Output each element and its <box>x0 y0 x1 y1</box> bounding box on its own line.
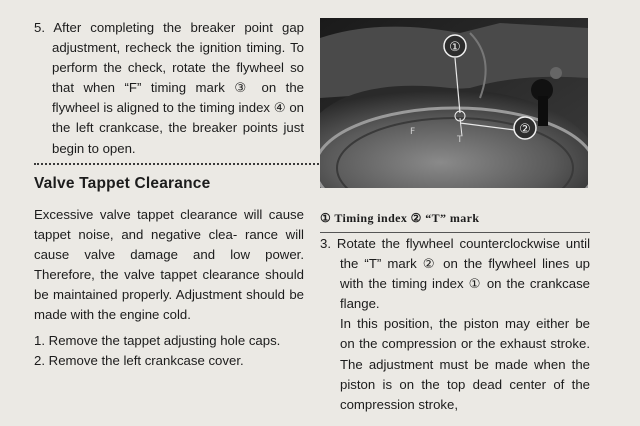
list-item <box>34 351 304 371</box>
intro-paragraph: Excessive valve tappet clearance will cause tappet noise, and negative clea- rance will cause valve damage and low power. Therefore, the valve tappet clearance should be maintained properly. Adjustment should be made with the engine cold. <box>34 206 304 323</box>
left-column <box>34 18 304 371</box>
step-3 <box>320 234 590 415</box>
list-item-text: Remove the tappet adjusting hole caps. <box>48 333 281 349</box>
list-item-number: 1. <box>34 333 45 349</box>
section-heading: Valve Tappet Clearance <box>34 174 211 192</box>
section-divider <box>34 163 330 165</box>
step-5-number: 5. <box>34 20 45 35</box>
flywheel-photo-image <box>320 18 588 188</box>
step-5-text: After completing the breaker point gap adjustment, recheck the ignition timing. To perform the check, rotate the flywheel so that when “F” timing mark ③ on the flywheel is aligned to the timing index ④ on the left crankcase, the breaker points just begin to open. <box>52 20 305 156</box>
f-mark-label: F <box>410 127 416 137</box>
flywheel-photo <box>320 18 588 188</box>
step-3-main <box>320 234 590 314</box>
callout-1-label: ① <box>449 40 461 55</box>
step-3-number: 3. <box>320 236 331 251</box>
step-3-continued: In this position, the piston may either be on the compression or the exhaust stroke. The adjustment must be made when the piston is on the top dead center of the compression stroke, <box>340 316 590 412</box>
list-item-text: Remove the left crankcase cover. <box>48 353 244 369</box>
list-item <box>34 331 304 351</box>
photo-caption: ① Timing index ② “T” mark <box>320 211 480 225</box>
step-5 <box>34 18 304 159</box>
t-mark-label: T <box>457 135 463 145</box>
step-3-text: Rotate the flywheel counterclockwise until the “T” mark ② on the flywheel lines up with the timing index ① on the crankcase flange. <box>336 236 591 312</box>
list-item-number: 2. <box>34 353 45 369</box>
caption-divider <box>320 232 590 233</box>
callout-2-label: ② <box>519 122 531 137</box>
